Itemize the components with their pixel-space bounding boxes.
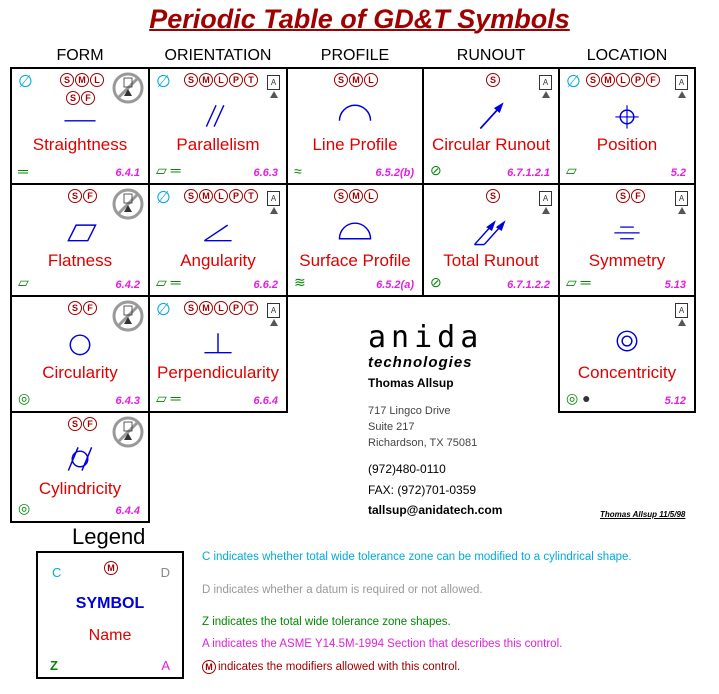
company-logo-name: anida	[368, 320, 484, 355]
modifiers	[184, 73, 258, 87]
cylindrical-indicator: ∅	[156, 188, 171, 207]
legend-line-c: C indicates whether total wide tolerance zone can be modified to a cylindrical shape.	[202, 551, 632, 563]
modifier-p: P	[631, 73, 645, 87]
modifier-m: M	[199, 301, 213, 315]
parallelism-symbol-icon	[150, 97, 286, 131]
wavy-surface-zone-icon: ≋	[294, 274, 306, 290]
control-name: Circularity	[42, 363, 118, 382]
section-number: 6.4.2	[115, 279, 140, 291]
modifier-s: S	[486, 73, 500, 87]
modifier-m: M	[601, 73, 615, 87]
datum-required-icon: A	[539, 75, 552, 90]
section-number: 5.12	[664, 395, 686, 407]
modifier-m-icon: M	[202, 660, 216, 674]
phone: (972)480-0110	[368, 462, 446, 476]
modifier-f: F	[83, 189, 97, 203]
modifier-l: L	[214, 189, 228, 203]
page-title: Periodic Table of GD&T Symbols	[149, 4, 570, 34]
modifiers	[586, 73, 660, 87]
total-runout-symbol-icon	[424, 213, 558, 247]
modifier-s: S	[616, 189, 630, 203]
modifier-l: L	[616, 73, 630, 87]
modifier-s: S	[68, 189, 82, 203]
modifier-f: F	[631, 189, 645, 203]
datum-required-icon: A	[675, 75, 688, 90]
section-number: 6.6.4	[253, 395, 278, 407]
modifiers	[60, 73, 104, 87]
column-header-location: LOCATION	[586, 47, 668, 64]
line-profile-symbol-icon	[288, 97, 422, 131]
modifier-l: L	[214, 73, 228, 87]
legend-line-z: Z indicates the total wide tolerance zone shapes.	[202, 616, 451, 628]
column-header-orientation: ORIENTATION	[164, 47, 272, 64]
section-number: 6.7.1.2.1	[507, 167, 550, 179]
cell-angularity[interactable]	[148, 183, 288, 297]
modifier-t: T	[244, 301, 258, 315]
cell-flatness[interactable]	[10, 183, 150, 297]
control-name: Surface Profile	[299, 251, 411, 270]
circular-runout-symbol-icon	[424, 97, 558, 131]
legend-d: D	[160, 565, 170, 580]
modifier-s: S	[586, 73, 600, 87]
circular-zone-icon: ⊘	[430, 274, 442, 290]
datum-required-icon: A	[675, 303, 688, 318]
modifier-m: M	[199, 189, 213, 203]
plane-zone-icon: ▱ ═	[156, 274, 181, 290]
modifier-p: P	[229, 301, 243, 315]
legend-modifier: M	[104, 561, 118, 575]
modifier-l: L	[214, 301, 228, 315]
control-name: Symmetry	[588, 251, 666, 270]
column-header-profile: PROFILE	[320, 47, 390, 64]
modifier-s: S	[68, 417, 82, 431]
modifier-m: M	[349, 73, 363, 87]
column-header-form: FORM	[56, 47, 104, 64]
control-name: Flatness	[47, 251, 113, 270]
legend-symbol: SYMBOL	[75, 595, 145, 612]
address-line-2: Suite 217	[368, 421, 415, 433]
company-logo-subtitle: technologies	[368, 354, 473, 371]
modifier-f: F	[81, 91, 95, 105]
cylindrical-indicator: ∅	[18, 72, 33, 91]
section-number: 6.4.4	[115, 505, 140, 517]
legend-name: Name	[88, 627, 132, 644]
cell-position[interactable]	[558, 67, 696, 185]
cylindrical-indicator: ∅	[156, 300, 171, 319]
control-name: Parallelism	[176, 135, 260, 154]
legend-z: Z	[50, 658, 58, 673]
cell-symmetry[interactable]	[558, 183, 696, 297]
cell-cylindricity[interactable]	[10, 411, 150, 523]
modifier-m: M	[349, 189, 363, 203]
section-number: 6.5.2(b)	[375, 167, 414, 179]
coaxial-cylinders-zone-icon: ◎	[18, 500, 31, 516]
cylindrical-indicator: ∅	[156, 72, 171, 91]
modifier-s: S	[60, 73, 74, 87]
section-number: 5.2	[670, 167, 686, 179]
modifier-m: M	[75, 73, 89, 87]
control-name: Straightness	[32, 135, 128, 154]
signature: Thomas Allsup 11/5/98	[600, 510, 686, 519]
section-number: 6.7.1.2.2	[507, 279, 550, 291]
cell-circularity[interactable]	[10, 295, 150, 413]
datum-required-icon: A	[267, 303, 280, 318]
cell-line-profile[interactable]	[286, 67, 424, 185]
modifiers	[68, 189, 97, 203]
modifier-l: L	[364, 189, 378, 203]
cell-straightness[interactable]	[10, 67, 150, 185]
contact-person: Thomas Allsup	[368, 376, 454, 390]
modifier-s: S	[66, 91, 80, 105]
datum-required-icon: A	[675, 191, 688, 206]
legend-title: Legend	[72, 524, 146, 549]
plane-zone-icon: ▱ ═	[566, 274, 591, 290]
cell-total-runout[interactable]	[422, 183, 560, 297]
address-line-1: 717 Lingco Drive	[368, 405, 451, 417]
plane-zone-icon: ▱	[18, 274, 29, 290]
control-name: Cylindricity	[38, 479, 122, 498]
legend-a: A	[161, 658, 170, 673]
email[interactable]: tallsup@anidatech.com	[368, 503, 503, 517]
cell-surface-profile[interactable]	[286, 183, 424, 297]
datum-required-icon: A	[539, 191, 552, 206]
modifier-t: T	[244, 73, 258, 87]
angularity-symbol-icon	[150, 213, 286, 247]
section-number: 5.13	[664, 279, 686, 291]
cylindricity-symbol-icon	[12, 441, 148, 475]
modifier-f: F	[83, 301, 97, 315]
two-parallel-lines-zone-icon: ═	[18, 163, 28, 179]
cylinder-zone-icon: ◎ ●	[566, 390, 591, 406]
section-number: 6.4.3	[115, 395, 140, 407]
modifiers	[68, 301, 97, 315]
cell-parallelism[interactable]	[148, 67, 288, 185]
modifier-s: S	[68, 301, 82, 315]
legend-box	[36, 551, 184, 679]
modifier-s: S	[334, 73, 348, 87]
modifiers	[184, 189, 258, 203]
modifier-s: S	[184, 189, 198, 203]
plane-zone-icon: ▱ ═	[156, 390, 181, 406]
modifiers	[616, 189, 645, 203]
section-number: 6.6.3	[253, 167, 278, 179]
modifier-p: P	[229, 189, 243, 203]
wavy-zone-icon: ≈	[294, 163, 302, 179]
modifier-m: M	[199, 73, 213, 87]
modifier-t: T	[244, 189, 258, 203]
datum-required-icon: A	[267, 191, 280, 206]
column-header-runout: RUNOUT	[456, 47, 526, 64]
perpendicularity-symbol-icon	[150, 325, 286, 359]
cylindrical-indicator: ∅	[566, 72, 581, 91]
control-name: Position	[596, 135, 658, 154]
straightness-symbol-icon	[12, 97, 148, 131]
control-name: Concentricity	[577, 363, 677, 382]
legend-line-m-text: indicates the modifiers allowed with this control.	[218, 661, 461, 673]
modifier-l: L	[90, 73, 104, 87]
position-symbol-icon	[560, 97, 694, 131]
control-name: Angularity	[180, 251, 256, 270]
modifier-l: L	[364, 73, 378, 87]
cell-perpendicularity[interactable]	[148, 295, 288, 413]
plane-zone-icon: ▱ ═	[156, 162, 181, 178]
symmetry-symbol-icon	[560, 213, 694, 247]
modifier-s: S	[184, 301, 198, 315]
legend-line-a: A indicates the ASME Y14.5M-1994 Section that describes this control.	[202, 638, 563, 650]
circular-zone-icon: ⊘	[430, 162, 442, 178]
legend-line-d: D indicates whether a datum is required or not allowed.	[202, 584, 483, 596]
modifier-f: F	[83, 417, 97, 431]
modifier-s: S	[334, 189, 348, 203]
control-name: Perpendicularity	[157, 363, 279, 382]
concentric-circles-zone-icon: ◎	[18, 390, 31, 406]
modifier-s: S	[184, 73, 198, 87]
legend-c: C	[52, 565, 62, 580]
control-name: Total Runout	[443, 251, 539, 270]
address-line-3: Richardson, TX 75081	[368, 437, 478, 449]
modifiers	[334, 73, 378, 87]
datum-required-icon: A	[267, 75, 280, 90]
legend-line-m	[202, 660, 460, 674]
cell-circular-runout[interactable]	[422, 67, 560, 185]
concentricity-symbol-icon	[560, 325, 694, 359]
modifiers	[184, 301, 258, 315]
modifiers	[68, 417, 97, 431]
modifier-s: S	[486, 189, 500, 203]
modifiers	[486, 189, 500, 203]
modifiers	[486, 73, 500, 87]
plane-zone-icon: ▱	[566, 162, 577, 178]
section-number: 6.6.2	[253, 279, 278, 291]
section-number: 6.4.1	[115, 167, 140, 179]
control-name: Circular Runout	[431, 135, 551, 154]
surface-profile-symbol-icon	[288, 213, 422, 247]
cell-concentricity[interactable]	[558, 295, 696, 413]
modifier-p: P	[229, 73, 243, 87]
section-number: 6.5.2(a)	[376, 279, 414, 291]
flatness-symbol-icon	[12, 213, 148, 247]
circularity-symbol-icon	[12, 325, 148, 359]
modifiers	[334, 189, 378, 203]
modifier-f: F	[646, 73, 660, 87]
control-name: Line Profile	[312, 135, 398, 154]
fax: FAX: (972)701-0359	[368, 483, 477, 497]
